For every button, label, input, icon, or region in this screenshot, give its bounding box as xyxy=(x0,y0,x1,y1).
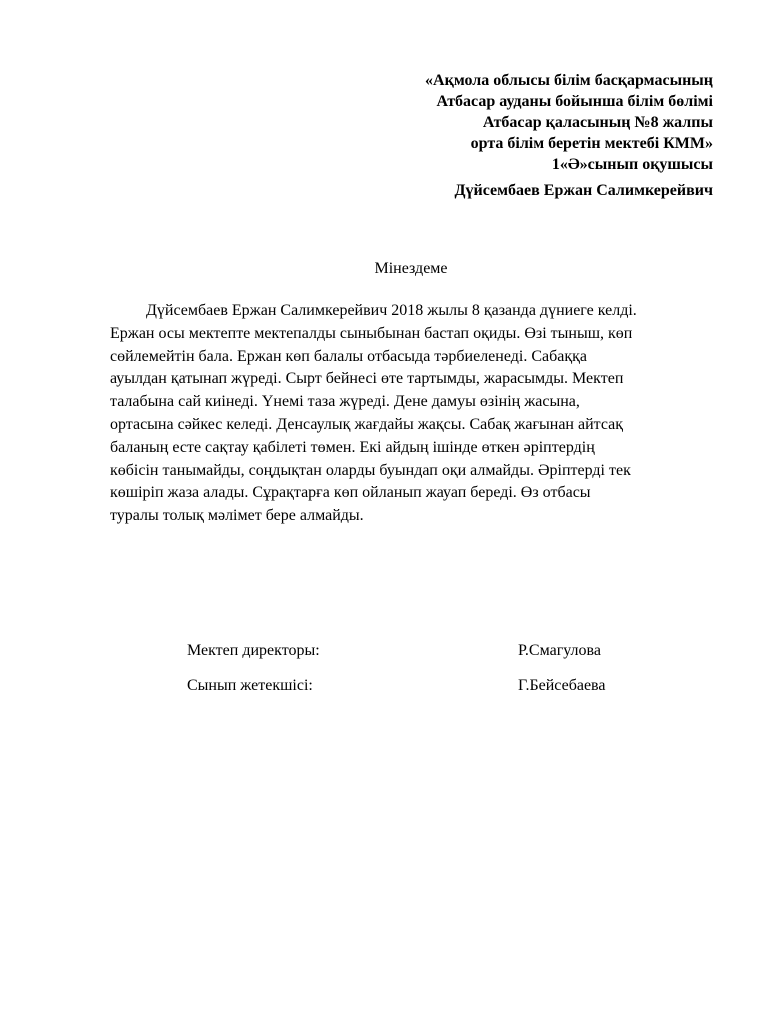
document-header xyxy=(425,70,713,201)
body-line: талабына сай киінеді. Үнемі таза жүреді. Дене дамуы өзінің жасына, xyxy=(110,393,580,411)
document-title: Мінездеме xyxy=(374,260,448,277)
body-line: көбісін танымайды, соңдықтан оларды буындап оқи алмайды. Әріптерді тек xyxy=(110,461,631,479)
signature-row-director xyxy=(187,641,657,676)
signature-name: Г.Бейсебаева xyxy=(518,677,606,694)
header-line-department: Атбасар ауданы бойынша білім бөлімі xyxy=(436,93,713,110)
characterization-paragraph xyxy=(110,300,716,528)
signature-row-class-teacher xyxy=(187,676,657,711)
signature-role: Сынып жетекшісі: xyxy=(187,677,313,694)
header-line-class: 1«Ә»сынып оқушысы xyxy=(551,156,713,173)
signature-block xyxy=(187,641,657,711)
body-line: көшіріп жаза алады. Сұрақтарға көп ойланып жауап береді. Өз отбасы xyxy=(110,484,591,502)
body-line: ауылдан қатынап жүреді. Сырт бейнесі өте тартымды, жарасымды. Мектеп xyxy=(110,370,624,388)
body-line: ортасына сәйкес келеді. Денсаулық жағдайы жақсы. Сабақ жағынан айтсақ xyxy=(110,415,623,433)
signature-role: Мектеп директоры: xyxy=(187,642,320,659)
body-line: туралы толық мәлімет бере алмайды. xyxy=(110,507,364,525)
student-name: Дүйсембаев Ержан Салимкерейвич xyxy=(454,182,713,199)
body-line: баланың есте сақтау қабілеті төмен. Екі айдың ішінде өткен әріптердің xyxy=(110,438,595,456)
body-line: Дүйсембаев Ержан Салимкерейвич 2018 жылы 8 қазанда дүниеге келді. xyxy=(146,302,637,319)
body-line: Ержан осы мектепте мектепалды сыныбынан бастап оқиды. Өзі тыныш, көп xyxy=(110,324,633,342)
header-line-city-school: Атбасар қаласының №8 жалпы xyxy=(482,114,713,131)
signature-name: Р.Смагулова xyxy=(518,642,601,659)
header-line-school: «Ақмола облысы білім басқармасының xyxy=(425,72,713,89)
header-line-school-type: орта білім беретін мектебі КММ» xyxy=(470,135,713,152)
body-line: сөйлемейтін бала. Ержан көп балалы отбасыда тәрбиеленеді. Сабаққа xyxy=(110,347,587,365)
